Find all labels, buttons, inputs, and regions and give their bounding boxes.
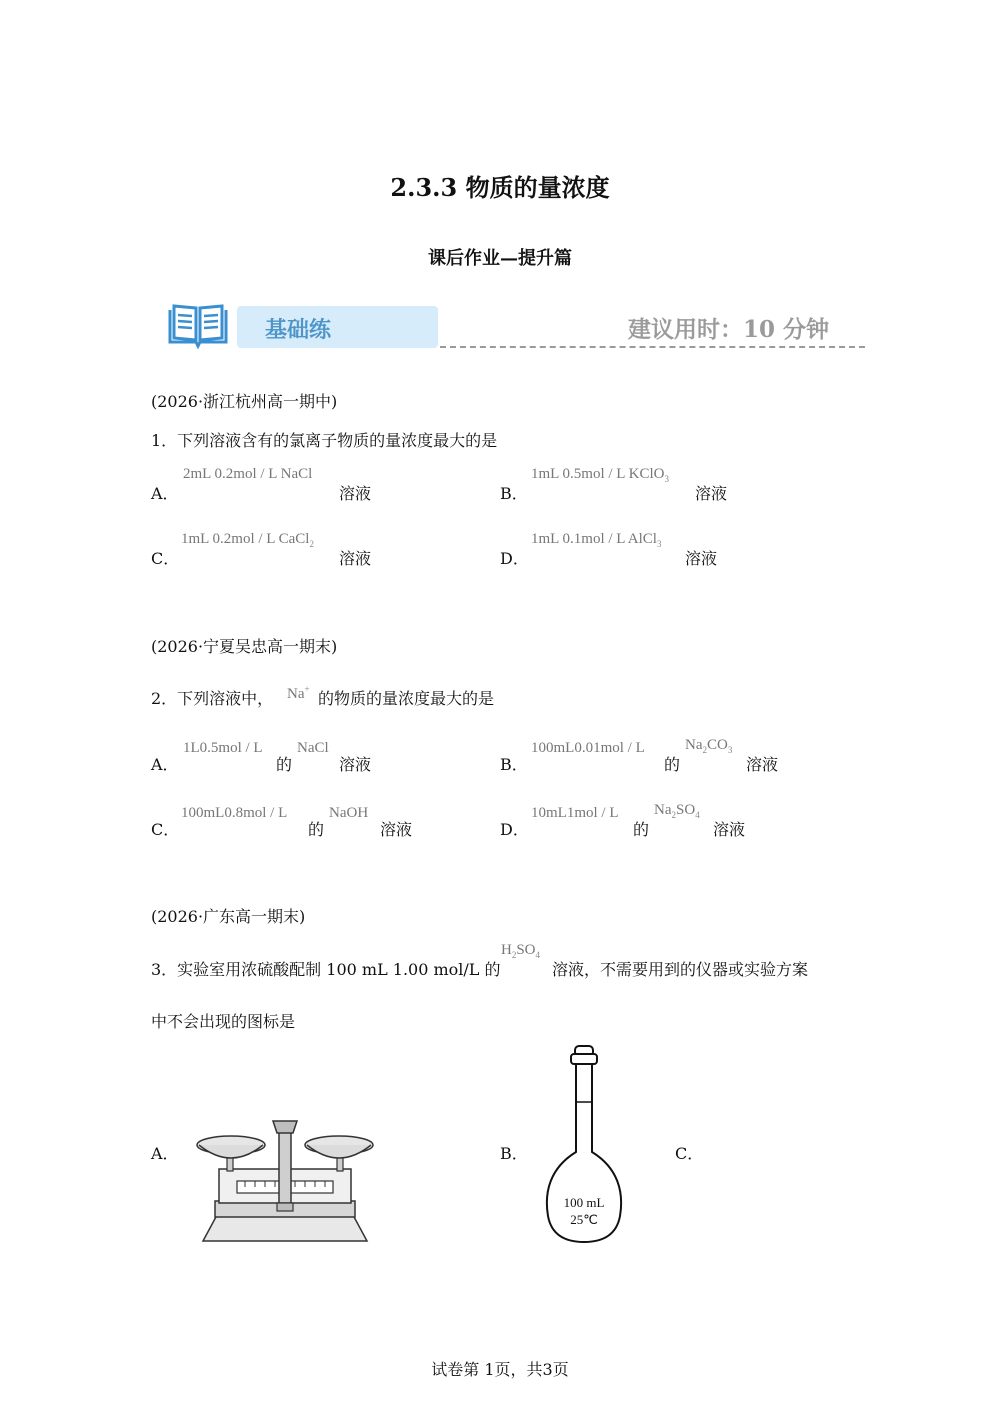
page-title: 2.3.3 物质的量浓度 bbox=[390, 173, 610, 202]
flask-labels bbox=[550, 1194, 618, 1228]
question-2-stem-post: 的物质的量浓度最大的是 bbox=[318, 689, 495, 708]
q2-option-a-suffix: 溶液 bbox=[339, 755, 372, 774]
book-icon bbox=[166, 302, 230, 354]
q2-option-c-de: 的 bbox=[308, 820, 325, 839]
q2-option-c-conc: 100mL0.8mol / L bbox=[181, 805, 288, 821]
q1-option-a-suffix: 溶液 bbox=[339, 484, 372, 503]
page-subtitle: 课后作业—提升篇 bbox=[428, 248, 572, 269]
q2-option-a-de: 的 bbox=[276, 755, 293, 774]
q2-option-a-letter: A． bbox=[151, 755, 179, 774]
q1-option-b-letter: B． bbox=[500, 484, 528, 503]
page-footer: 试卷第 1页，共3页 bbox=[431, 1360, 569, 1379]
q2-option-a-conc: 1L0.5mol / L bbox=[183, 740, 263, 756]
q2-option-a-solute: NaCl bbox=[297, 740, 329, 756]
question-1-stem: 1．下列溶液含有的氯离子物质的量浓度最大的是 bbox=[151, 431, 498, 450]
question-3-source: (2026·广东高一期末) bbox=[151, 907, 306, 926]
q1-option-c-formula: 1mL 0.2mol / L CaCl$_2$ bbox=[181, 531, 314, 549]
suggested-time: 建议用时：10 分钟 bbox=[628, 316, 830, 343]
q1-option-a-letter: A． bbox=[151, 484, 179, 503]
q2-option-d-letter: D． bbox=[500, 820, 529, 839]
q2-option-b-de: 的 bbox=[664, 755, 681, 774]
q2-option-d-de: 的 bbox=[633, 820, 650, 839]
q1-option-c-suffix: 溶液 bbox=[339, 549, 372, 568]
question-3-stem-post: 溶液，不需要用到的仪器或实验方案 bbox=[552, 960, 809, 979]
flask-volume-label: 100 mL bbox=[563, 1195, 605, 1210]
q2-option-b-solute: $Na_2CO_3$ bbox=[685, 737, 733, 755]
q2-option-d-solute: $Na_2SO_4$ bbox=[654, 802, 700, 820]
q2-option-c-letter: C． bbox=[151, 820, 180, 839]
q1-option-d-formula: 1mL 0.1mol / L AlCl$_3$ bbox=[531, 531, 662, 549]
banner-label: 基础练 bbox=[265, 317, 332, 343]
balance-icon bbox=[195, 1115, 375, 1249]
q2-option-b-letter: B． bbox=[500, 755, 528, 774]
question-3-stem-pre: 3．实验室用浓硫酸配制 100 mL 1.00 mol/L 的 bbox=[151, 960, 501, 979]
question-2-stem-pre: 2．下列溶液中， bbox=[151, 689, 274, 708]
q1-option-b-suffix: 溶液 bbox=[695, 484, 728, 503]
q1-option-d-letter: D． bbox=[500, 549, 529, 568]
q3-option-c-letter: C． bbox=[675, 1144, 704, 1163]
q1-option-a-formula: 2mL 0.2mol / L NaCl bbox=[183, 466, 313, 482]
question-1-source: (2026·浙江杭州高一期中) bbox=[151, 392, 338, 411]
q2-option-c-solute: NaOH bbox=[329, 805, 369, 821]
q2-option-b-suffix: 溶液 bbox=[746, 755, 779, 774]
q3-option-b-letter: B． bbox=[500, 1144, 528, 1163]
q2-option-c-suffix: 溶液 bbox=[380, 820, 413, 839]
q2-option-d-suffix: 溶液 bbox=[713, 820, 746, 839]
q2-option-d-conc: 10mL1mol / L bbox=[531, 805, 619, 821]
question-3-formula: $H_2SO_4$ bbox=[501, 942, 541, 960]
q2-option-b-conc: 100mL0.01mol / L bbox=[531, 740, 645, 756]
banner-divider bbox=[440, 346, 865, 348]
q1-option-c-letter: C． bbox=[151, 549, 180, 568]
question-3-stem-line2: 中不会出现的图标是 bbox=[151, 1012, 296, 1031]
q1-option-b-formula: 1mL 0.5mol / L KClO$_3$ bbox=[531, 466, 669, 484]
flask-temperature-label: 25℃ bbox=[570, 1212, 598, 1227]
q3-option-a-letter: A． bbox=[151, 1144, 179, 1163]
question-2-ion: Na+ bbox=[287, 684, 310, 702]
question-2-source: (2026·宁夏吴忠高一期末) bbox=[151, 637, 338, 656]
q1-option-d-suffix: 溶液 bbox=[685, 549, 718, 568]
